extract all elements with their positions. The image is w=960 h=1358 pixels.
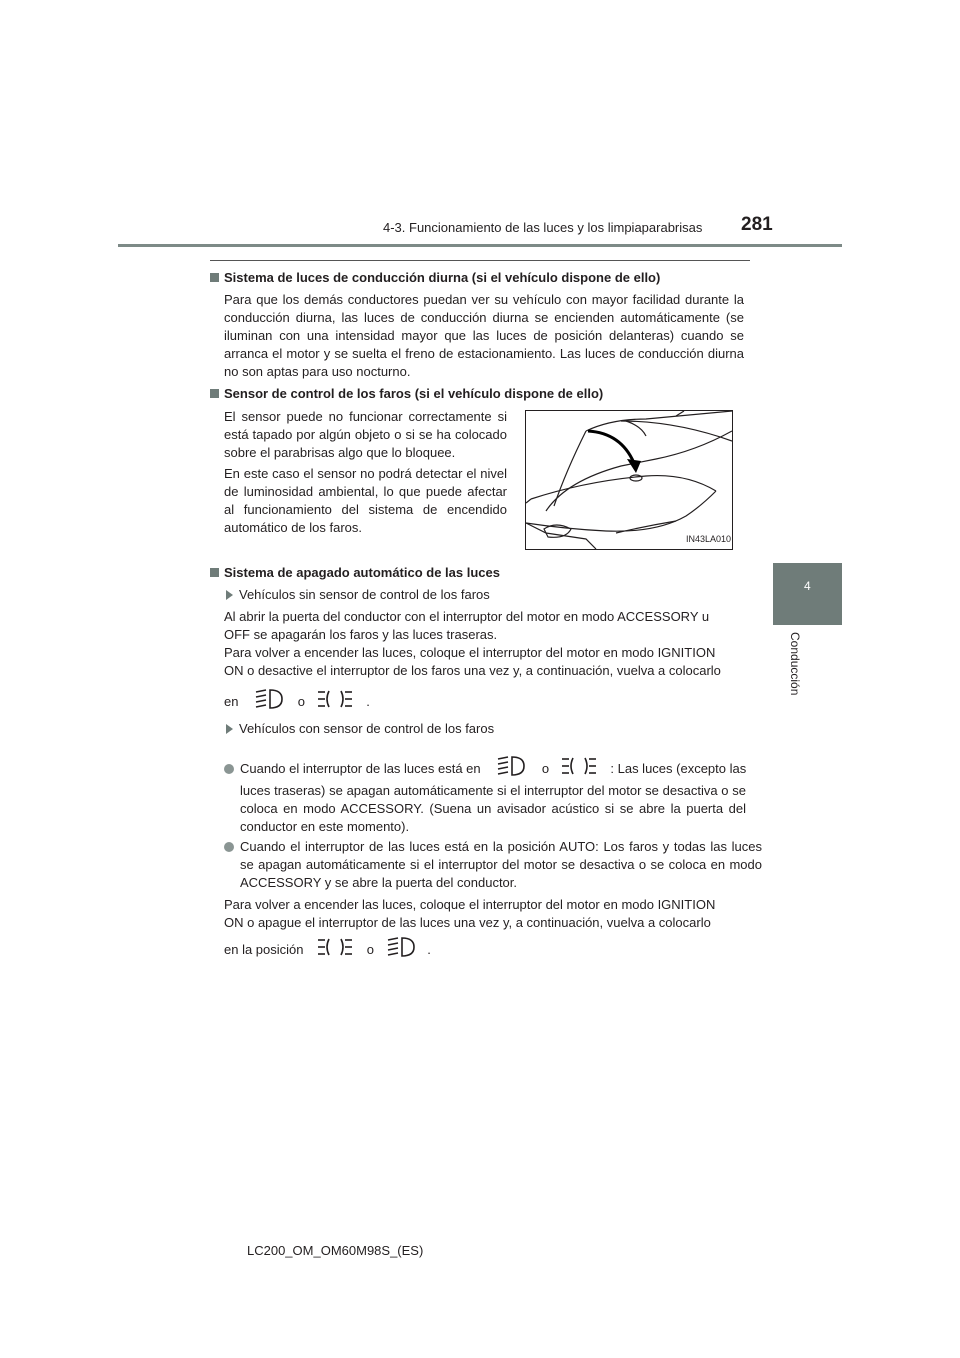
section-auto-light-off-heading: Sistema de apagado automático de las luces — [210, 564, 750, 582]
square-bullet-icon — [210, 568, 219, 577]
page-number: 281 — [741, 214, 773, 235]
headlight-icon — [386, 936, 416, 965]
figure-code: IN43LA010 — [686, 534, 732, 544]
chapter-tab-label: Conducción — [788, 632, 802, 696]
sub-heading-with-sensor: Vehículos con sensor de control de los faros — [226, 720, 494, 738]
pointer-arrow-icon — [627, 459, 641, 473]
header-divider — [118, 244, 842, 247]
round-bullet-icon — [224, 764, 234, 774]
triangle-bullet-icon — [226, 590, 233, 600]
section-daytime-running-lights-body: Para que los demás conductores puedan ver su vehículo con mayor facilidad durante la conducción diurna, las luces de conducción diurna se encienden automáticamente (se iluminan con una intensidad mayor que las luces de posición delanteras) cuando se arranca el motor y se suelta el freno de estacionamiento. Las luces de conducción diurna no son aptas para uso nocturno. — [224, 292, 744, 379]
tail-light-icon — [317, 936, 353, 965]
without-sensor-line-2: OFF se apagarán los faros y las luces traseras. — [224, 627, 498, 642]
chapter-tab-number: 4 — [804, 579, 811, 593]
chapter-tab[interactable] — [773, 563, 842, 625]
without-sensor-line-5: en o . — [224, 688, 370, 717]
section-header-title: 4-3. Funcionamiento de las luces y los limpiaparabrisas — [383, 220, 703, 235]
final-line-2: ON o apague el interruptor de las luces una vez y, a continuación, vuelva a colocarlo — [224, 915, 711, 930]
windshield-sensor-illustration — [525, 410, 733, 550]
headlight-icon — [254, 688, 284, 717]
headlight-icon — [496, 755, 526, 784]
with-sensor-bullet-2: Cuando el interruptor de las luces está en la posición AUTO: Los faros y todas las luces se apagan automáticamente si el interruptor del motor se desactiva o se coloca en modo ACCESSORY y se abre la puerta del conductor. — [224, 838, 762, 892]
sub-heading-without-sensor: Vehículos sin sensor de control de los faros — [226, 586, 490, 604]
light-sensor-paragraph-2: En este caso el sensor no podrá detectar el nivel de luminosidad ambiental, lo que puede afectar al funcionamiento del sistema de encendido automático de los faros. — [224, 466, 507, 535]
square-bullet-icon — [210, 273, 219, 282]
triangle-bullet-icon — [226, 724, 233, 734]
tail-light-icon — [561, 755, 597, 784]
round-bullet-icon — [224, 842, 234, 852]
content-divider — [210, 260, 750, 261]
with-sensor-bullet-1-first-line: Cuando el interruptor de las luces está en o : Las luces (excepto las — [224, 755, 746, 784]
without-sensor-line-1: Al abrir la puerta del conductor con el interruptor del motor en modo ACCESSORY u — [224, 609, 710, 624]
final-line-1: Para volver a encender las luces, coloque el interruptor del motor en modo IGNITION — [224, 897, 716, 912]
with-sensor-bullet-1-rest: luces traseras) se apagan automáticamente si el interruptor del motor se desactiva o se coloca en modo ACCESSORY. (Suena un avisador acústico si se abre la puerta del conductor en este momento). — [240, 783, 746, 834]
document-code-footer: LC200_OM_OM60M98S_(ES) — [247, 1243, 424, 1258]
square-bullet-icon — [210, 389, 219, 398]
section-light-sensor-heading: Sensor de control de los faros (si el vehículo dispone de ello) — [210, 385, 750, 403]
tail-light-icon — [317, 688, 353, 717]
light-sensor-paragraph-1: El sensor puede no funcionar correctamente si está tapado por algún objeto o si se ha colocado sobre el parabrisas algo que lo bloquee. — [224, 409, 507, 460]
without-sensor-line-4: ON o desactive el interruptor de los faros una vez y, a continuación, vuelva a colocarlo — [224, 663, 721, 678]
car-hood-drawing — [526, 411, 732, 549]
section-daytime-running-lights-heading: Sistema de luces de conducción diurna (si el vehículo dispone de ello) — [210, 269, 750, 287]
final-line-3: en la posición o . — [224, 936, 431, 965]
without-sensor-line-3: Para volver a encender las luces, coloque el interruptor del motor en modo IGNITION — [224, 645, 716, 660]
